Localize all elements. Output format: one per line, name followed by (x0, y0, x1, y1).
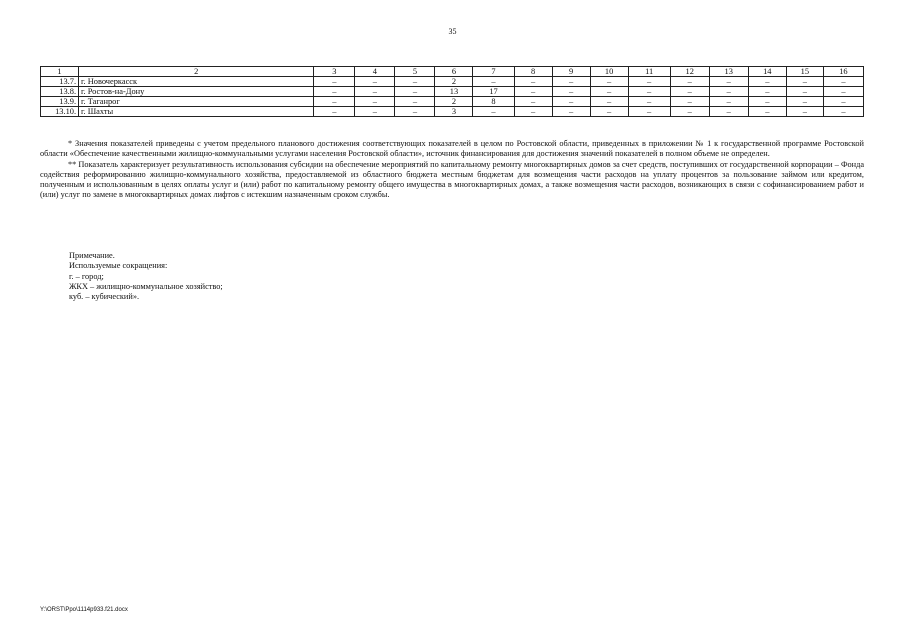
table-row (41, 87, 864, 97)
table-cell: – (514, 97, 552, 107)
abbreviation-item: куб. – кубический». (69, 292, 140, 302)
header-cell: 6 (435, 67, 473, 77)
table-cell: – (395, 77, 435, 87)
table-cell: – (314, 77, 355, 87)
table-cell: – (748, 77, 786, 87)
table-cell: – (355, 77, 395, 87)
table-cell: 13 (435, 87, 473, 97)
header-cell: 11 (628, 67, 670, 77)
table-cell: – (823, 97, 863, 107)
row-number: 13.10. (41, 107, 79, 117)
row-number: 13.8. (41, 87, 79, 97)
table-cell: – (552, 87, 590, 97)
file-path-footer: Y:\ORST\Ppo\1114p933.f21.docx (40, 607, 128, 613)
header-cell: 4 (355, 67, 395, 77)
abbreviation-item: ЖКХ – жилищно-коммунальное хозяйство; (69, 281, 223, 291)
table-cell: – (395, 87, 435, 97)
table-cell: – (670, 77, 709, 87)
table-cell: – (786, 97, 823, 107)
table-cell: 17 (473, 87, 514, 97)
table-cell: 3 (435, 107, 473, 117)
header-cell: 16 (823, 67, 863, 77)
abbreviation-item: г. – город; (69, 271, 104, 281)
table-cell: 2 (435, 77, 473, 87)
footnote-1: * Значения показателей приведены с учетом предельного планового достижения соответствующих показателей в целом по Ростовской области, приведенных в приложении № 1 к государственной программе Ростовской области «Обеспечение качественными жилищно-коммунальными услугами населения Ростовской области», источник финансирования для достижения значений показателей в полном объеме не определен. (40, 139, 864, 159)
table-cell: – (395, 97, 435, 107)
header-cell: 10 (590, 67, 628, 77)
table-cell: – (786, 77, 823, 87)
remark-subtitle: Используемые сокращения: (69, 261, 168, 271)
page-number: 35 (448, 27, 457, 36)
table-cell: – (628, 107, 670, 117)
table-cell: 2 (435, 97, 473, 107)
table-cell: 8 (473, 97, 514, 107)
table-row (41, 97, 864, 107)
header-cell: 14 (748, 67, 786, 77)
table-cell: – (552, 107, 590, 117)
footnotes (40, 139, 864, 201)
table-cell: – (823, 77, 863, 87)
table-cell: – (628, 77, 670, 87)
table-cell: – (709, 77, 748, 87)
row-number: 13.9. (41, 97, 79, 107)
remark-title: Примечание. (69, 251, 115, 260)
row-number: 13.7. (41, 77, 79, 87)
table-cell: – (590, 107, 628, 117)
table-cell: – (709, 107, 748, 117)
header-cell: 3 (314, 67, 355, 77)
table-cell: – (314, 97, 355, 107)
table-cell: – (786, 87, 823, 97)
table-cell: – (514, 87, 552, 97)
table-cell: – (552, 97, 590, 107)
header-cell: 8 (514, 67, 552, 77)
table-cell: – (552, 77, 590, 87)
header-cell: 1 (41, 67, 79, 77)
table-cell: – (670, 87, 709, 97)
table-cell: – (786, 107, 823, 117)
table-cell: – (628, 97, 670, 107)
header-cell: 13 (709, 67, 748, 77)
table-cell: – (473, 107, 514, 117)
table-cell: – (823, 87, 863, 97)
header-cell: 15 (786, 67, 823, 77)
city-name: г. Ростов-на-Дону (79, 87, 314, 97)
table-cell: – (823, 107, 863, 117)
table-cell: – (355, 97, 395, 107)
table-cell: – (395, 107, 435, 117)
table-cell: – (514, 107, 552, 117)
table-header-row (41, 67, 864, 77)
table-cell: – (709, 97, 748, 107)
table-cell: – (628, 87, 670, 97)
city-name: г. Новочеркасск (79, 77, 314, 87)
header-cell: 9 (552, 67, 590, 77)
table-cell: – (473, 77, 514, 87)
footnote-2: ** Показатель характеризует результативность использования субсидии на обеспечение мероприятий по капитальному ремонту многоквартирных домов за счет средств, поступивших от государственной корпорации – Фонда содействия реформированию жилищно-коммунального хозяйства, предоставляемой из областного бюджета местным бюджетам для возмещения части расходов на уплату процентов за пользование займом или кредитом, полученным и использованным в целях оплаты услуг и (или) работ по капитальному ремонту общего имущества в многоквартирных домах, а также возмещения части расходов, возникающих в связи с софинансированием работ и (или) услуг по замене в многоквартирных домах лифтов с истекшим назначенным сроком службы. (40, 159, 864, 200)
table-cell: – (314, 107, 355, 117)
table-cell: – (748, 107, 786, 117)
header-cell: 2 (79, 67, 314, 77)
header-cell: 7 (473, 67, 514, 77)
city-name: г. Таганрог (79, 97, 314, 107)
city-name: г. Шахты (79, 107, 314, 117)
table-row (41, 77, 864, 87)
table-cell: – (748, 97, 786, 107)
table-cell: – (355, 87, 395, 97)
table-cell: – (670, 97, 709, 107)
table-cell: – (709, 87, 748, 97)
header-cell: 5 (395, 67, 435, 77)
table-cell: – (355, 107, 395, 117)
table-cell: – (514, 77, 552, 87)
table-row (41, 107, 864, 117)
table-cell: – (590, 77, 628, 87)
indicators-table (40, 66, 864, 117)
table-cell: – (748, 87, 786, 97)
remark-block (69, 251, 223, 302)
header-cell: 12 (670, 67, 709, 77)
table-cell: – (314, 87, 355, 97)
table-cell: – (590, 87, 628, 97)
table-cell: – (590, 97, 628, 107)
table-cell: – (670, 107, 709, 117)
